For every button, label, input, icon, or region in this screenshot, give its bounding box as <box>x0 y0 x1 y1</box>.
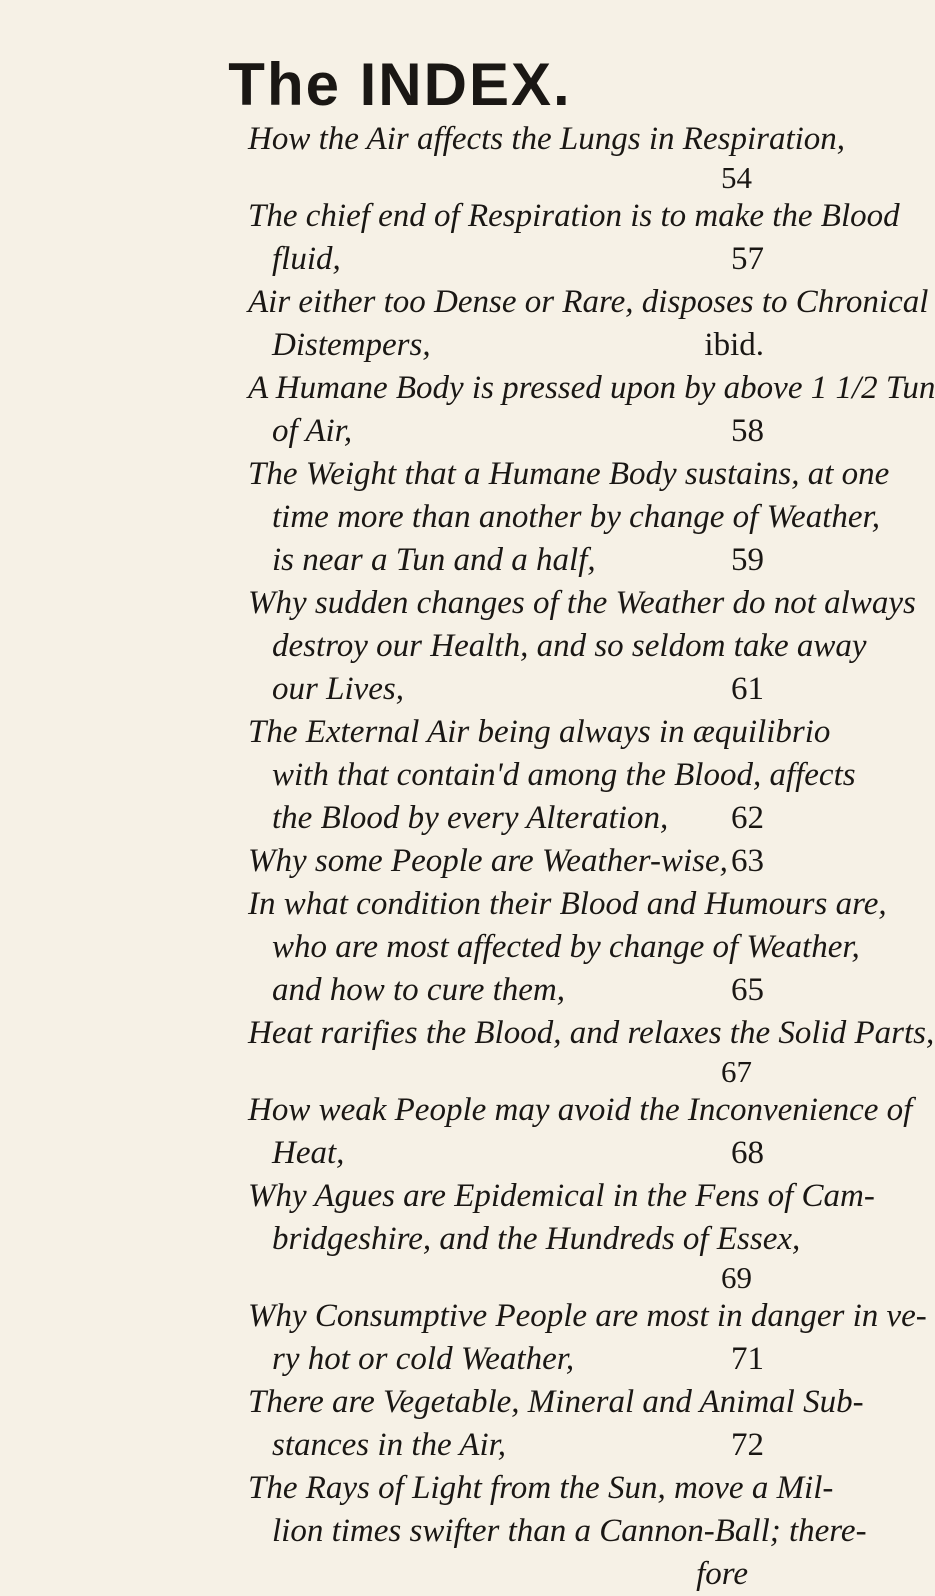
entry-text: Heat rarifies the Blood, and relaxes the Solid Parts, <box>248 1015 935 1051</box>
entry-text: stances in the Air, <box>272 1427 507 1463</box>
entry-line <box>0 840 800 883</box>
entry-text: The Weight that a Humane Body sustains, at one <box>248 456 890 492</box>
entry-line <box>0 668 800 711</box>
entry-text: of Air, <box>272 413 353 449</box>
entry-line <box>0 324 800 367</box>
entry-line <box>0 1012 935 1055</box>
entry-text: Why some People are Weather-wise, <box>248 843 728 879</box>
entry-line <box>0 453 890 496</box>
entry-line <box>0 582 916 625</box>
entry-text: How the Air affects the Lungs in Respiration, <box>248 121 846 157</box>
index-entry <box>0 582 916 711</box>
entry-line <box>0 926 860 969</box>
index-entry <box>0 1089 913 1175</box>
entry-text: A Humane Body is pressed upon by above 1 1/2 Tun <box>248 370 935 406</box>
page-number: 68 <box>731 1135 764 1171</box>
entry-text: who are most affected by change of Weather, <box>272 929 860 965</box>
entry-line <box>0 1218 800 1261</box>
page-number: 62 <box>731 800 764 836</box>
entry-line <box>0 754 856 797</box>
entry-text: the Blood by every Alteration, <box>272 800 669 836</box>
entry-line <box>0 1338 800 1381</box>
entry-line <box>0 496 880 539</box>
entry-text: destroy our Health, and so seldom take away <box>272 628 867 664</box>
entry-text: Air either too Dense or Rare, disposes to Chronical <box>248 284 929 320</box>
index-entry <box>0 883 887 1012</box>
entry-line <box>0 539 800 582</box>
entry-line <box>0 1089 913 1132</box>
page-number: 58 <box>731 413 764 449</box>
entry-text: Why Agues are Epidemical in the Fens of Cam- <box>248 1178 875 1214</box>
entry-line <box>0 1175 875 1218</box>
entry-text: The chief end of Respiration is to make the Blood <box>248 198 900 234</box>
page-number: 63 <box>731 843 764 879</box>
entry-line <box>0 1467 834 1510</box>
entry-line <box>0 367 935 410</box>
index-entry <box>0 1012 935 1089</box>
entry-text: fluid, <box>272 241 341 277</box>
entry-line <box>0 883 887 926</box>
page-heading: The INDEX. <box>228 51 572 118</box>
entry-text: lion times swifter than a Cannon-Ball; there- <box>272 1513 867 1549</box>
index-entries <box>0 118 935 1596</box>
entry-text: time more than another by change of Weather, <box>272 499 880 535</box>
entry-line <box>0 410 800 453</box>
entry-text: and how to cure them, <box>272 972 565 1008</box>
entry-text: our Lives, <box>272 671 404 707</box>
index-entry <box>0 367 935 453</box>
index-entry <box>0 1381 864 1467</box>
index-entry <box>0 118 846 195</box>
entry-text: The Rays of Light from the Sun, move a Mil- <box>248 1470 834 1506</box>
page-number: 61 <box>731 671 764 707</box>
page-number: 67 <box>721 1054 752 1089</box>
entry-line <box>0 238 800 281</box>
page-number: 72 <box>731 1427 764 1463</box>
entry-line <box>0 195 900 238</box>
index-entry <box>0 281 929 367</box>
page-number: 69 <box>721 1260 752 1295</box>
index-entry <box>0 711 856 840</box>
index-entry <box>0 1175 875 1295</box>
entry-text: ry hot or cold Weather, <box>272 1341 575 1377</box>
entry-text: In what condition their Blood and Humours are, <box>248 886 887 922</box>
entry-line <box>0 1132 800 1175</box>
page-number: 54 <box>721 160 752 195</box>
entry-text: Why Consumptive People are most in danger in ve- <box>248 1298 927 1334</box>
page-number: ibid. <box>704 327 764 363</box>
index-entry <box>0 195 900 281</box>
entry-text: Heat, <box>272 1135 345 1171</box>
index-entry <box>0 453 890 582</box>
entry-text: Distempers, <box>272 327 431 363</box>
entry-text: bridgeshire, and the Hundreds of Essex, <box>272 1221 801 1257</box>
entry-line <box>0 1424 800 1467</box>
page-number: 65 <box>731 972 764 1008</box>
entry-text: The External Air being always in æquilibrio <box>248 714 831 750</box>
entry-line <box>0 1295 927 1338</box>
catchword: fore <box>696 1556 748 1592</box>
entry-text: Why sudden changes of the Weather do not always <box>248 585 916 621</box>
entry-line <box>0 625 867 668</box>
entry-text: There are Vegetable, Mineral and Animal Sub- <box>248 1384 864 1420</box>
entry-line <box>0 118 846 161</box>
page-number: 59 <box>731 542 764 578</box>
entry-line <box>0 969 800 1012</box>
entry-line <box>0 711 831 754</box>
entry-text: How weak People may avoid the Inconvenience of <box>248 1092 913 1128</box>
index-entry <box>0 1467 867 1553</box>
page-number: 57 <box>731 241 764 277</box>
entry-line <box>0 1381 864 1424</box>
entry-line <box>0 797 800 840</box>
entry-line <box>0 281 929 324</box>
entry-line <box>0 1510 867 1553</box>
page-number: 71 <box>731 1341 764 1377</box>
index-entry <box>0 840 800 883</box>
index-entry <box>0 1295 927 1381</box>
entry-text: is near a Tun and a half, <box>272 542 596 578</box>
entry-text: with that contain'd among the Blood, affects <box>272 757 856 793</box>
